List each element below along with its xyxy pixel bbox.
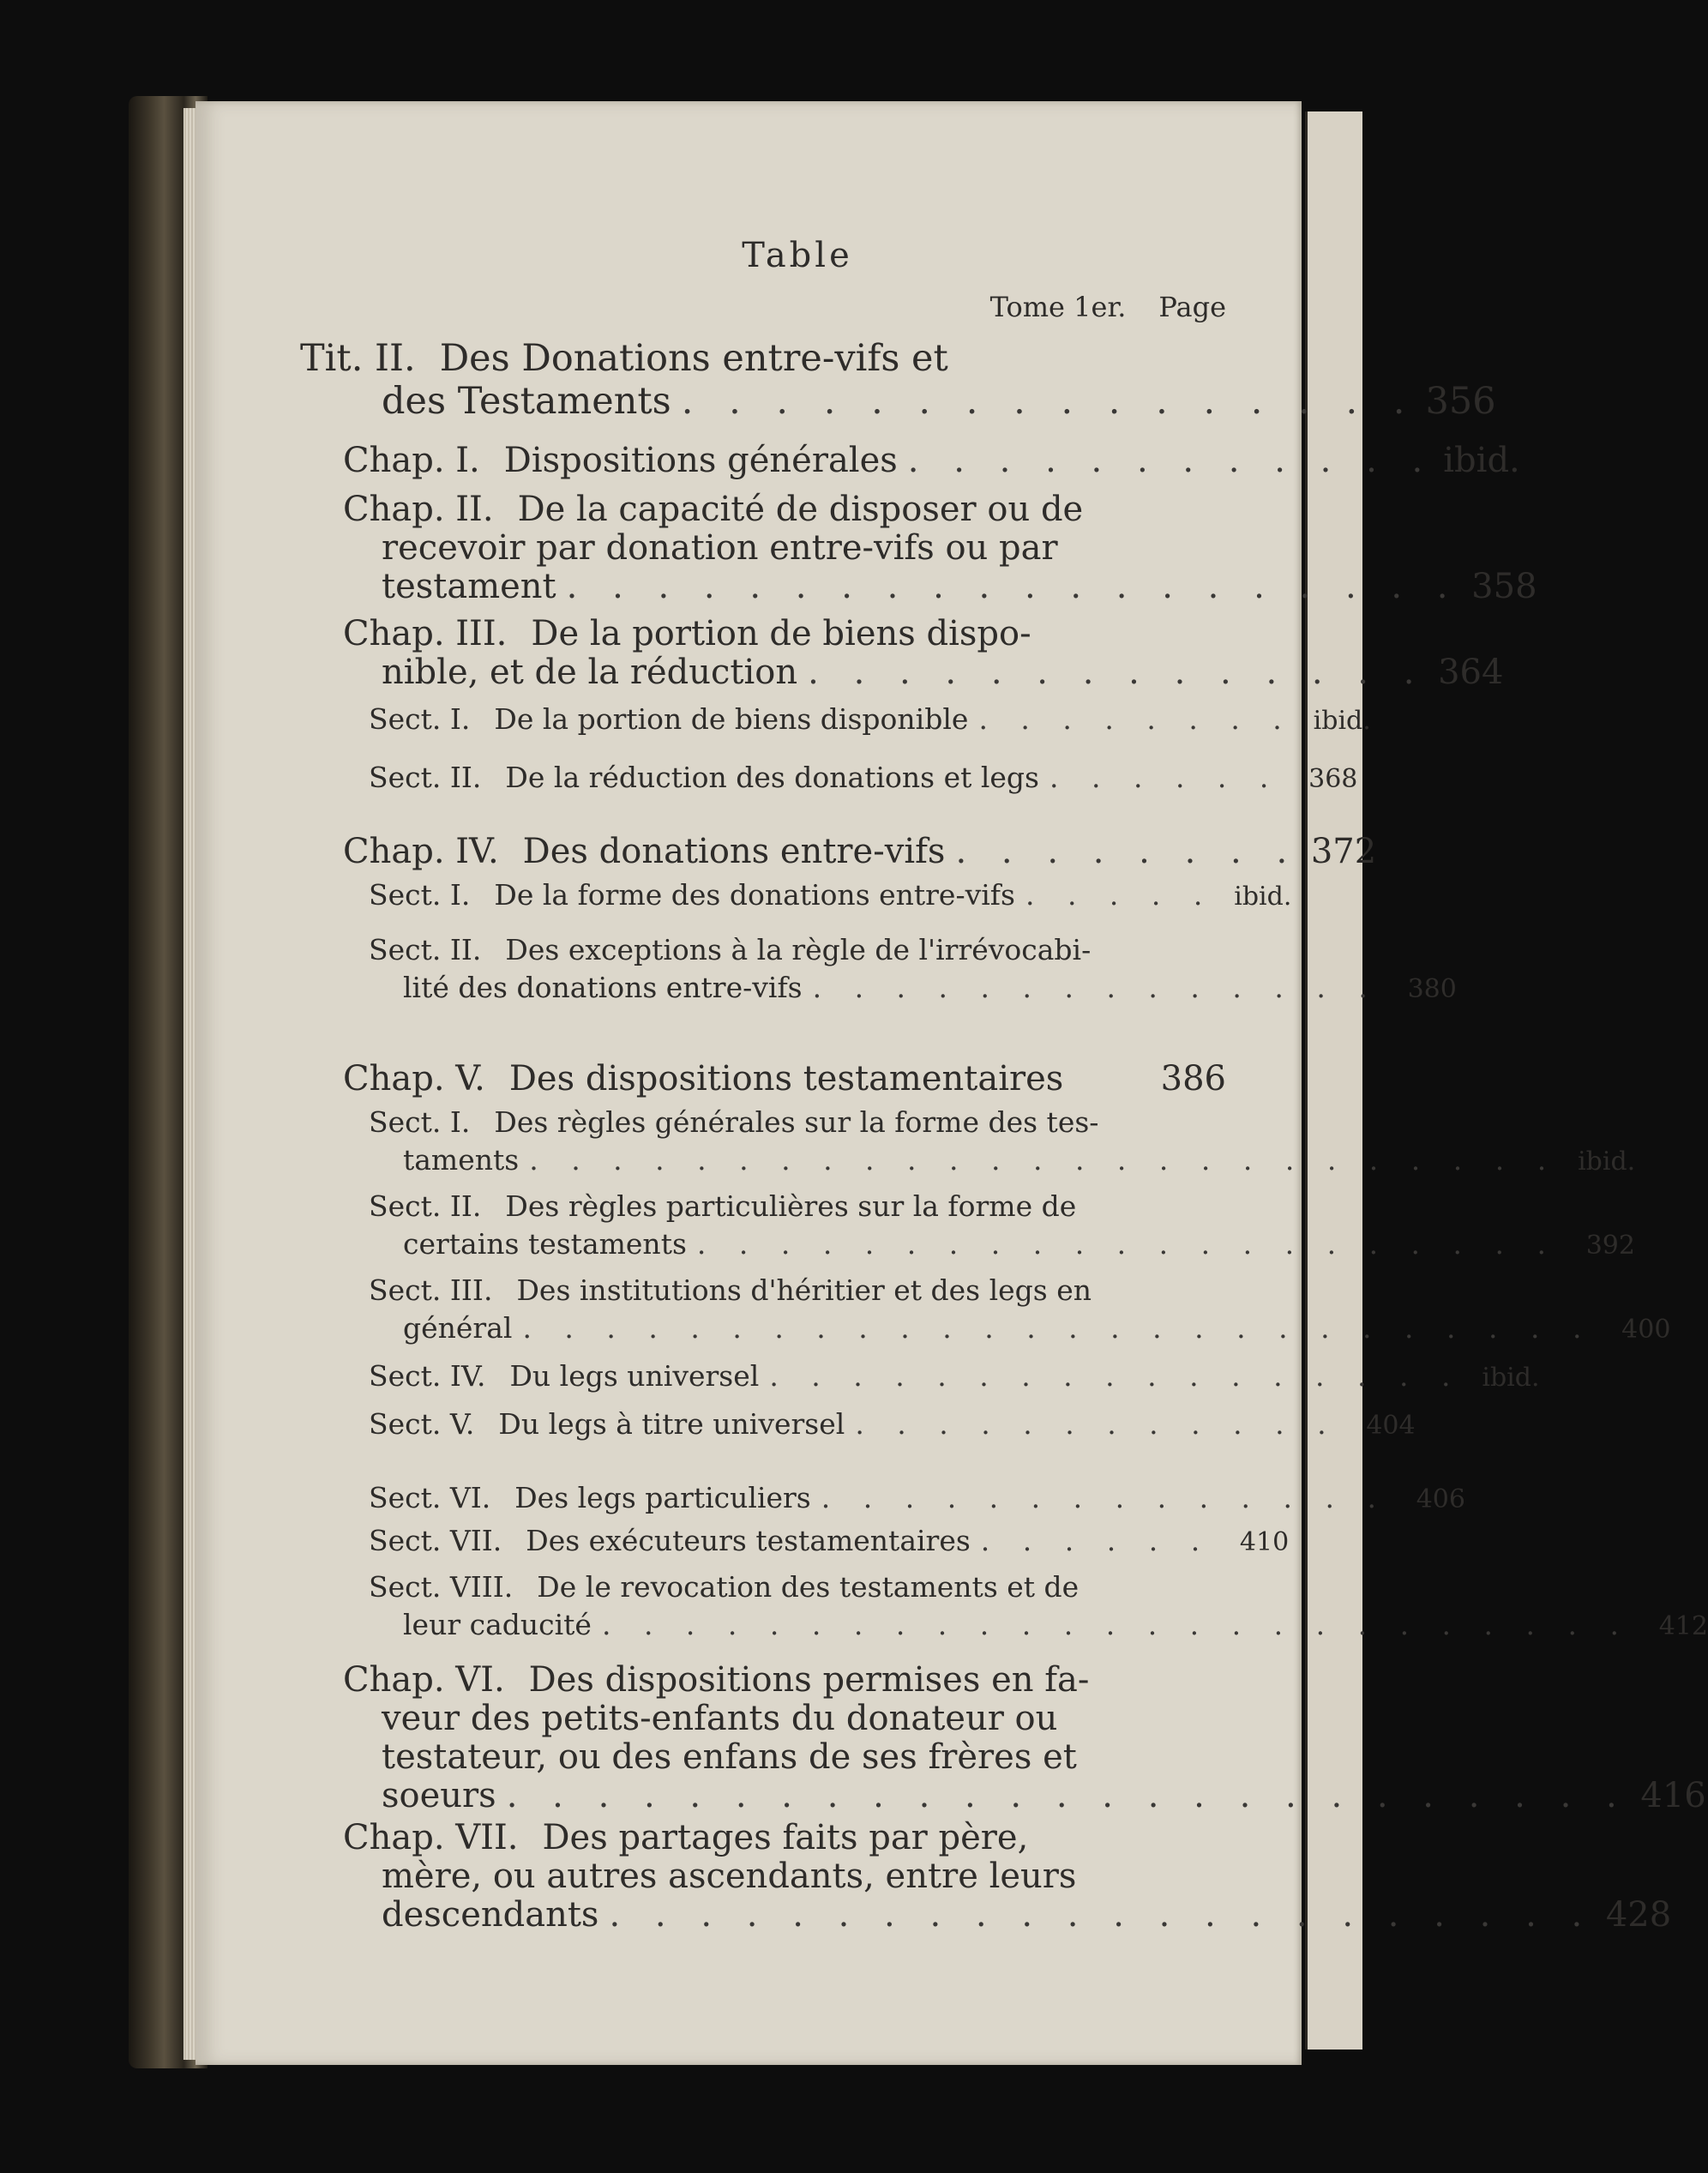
toc-entry-chap-5: [343, 1060, 1226, 1099]
entry-label: Sect. III.: [369, 1273, 493, 1307]
page-title: Table: [742, 236, 853, 275]
entry-text: Des règles particulières sur la forme de: [505, 1189, 1077, 1223]
toc-entry-chap-3: [343, 614, 1504, 692]
entry-text: testament: [382, 567, 556, 606]
page-edges: [183, 108, 195, 2060]
entry-label: Sect. V.: [369, 1407, 475, 1441]
dot-leader: . . . . . . . . . . . . . .: [821, 1481, 1388, 1514]
entry-text: veur des petits-enfants du donateur ou: [382, 1699, 1058, 1738]
entry-text: Du legs universel: [509, 1359, 760, 1393]
entry-text: soeurs: [382, 1776, 496, 1815]
tome-header: Tome 1er.: [989, 291, 1127, 323]
toc-entry-sect: [343, 1188, 1635, 1265]
dot-leader: . . . . . . . .: [978, 702, 1294, 736]
entry-text: général: [403, 1311, 513, 1345]
toc-entry-sect: [343, 1522, 1290, 1562]
entry-text: testateur, ou des enfans de ses frères et: [382, 1737, 1077, 1777]
page-number: 356: [1425, 380, 1496, 423]
entry-text: mère, ou autres ascendants, entre leurs: [382, 1857, 1077, 1896]
page-number: 368: [1308, 764, 1358, 794]
toc-entry-chap-7: [343, 1818, 1672, 1935]
dot-leader: . . . . . . . . . . . . . . . . . . . . .: [696, 1227, 1558, 1261]
table-of-contents: [300, 236, 1708, 1935]
toc-entry-chap-1: [343, 441, 1520, 480]
page-number: 412: [1658, 1611, 1708, 1641]
entry-text: Des exceptions à la règle de l'irrévocabi-: [505, 933, 1092, 966]
toc-entry-chap-6: [343, 1660, 1706, 1815]
entry-label: Chap. VI.: [343, 1660, 505, 1700]
page-number: ibid.: [1482, 1363, 1540, 1393]
dot-leader: . . . . . .: [980, 1524, 1212, 1557]
page-number: 386: [1160, 1059, 1226, 1099]
entry-label: Chap. IV.: [343, 832, 499, 871]
entry-text: descendants: [382, 1895, 599, 1935]
dot-leader: . . . . . . . . . . . . . . . . . . . .: [566, 567, 1460, 606]
toc-entry-sect: [343, 1406, 1416, 1445]
entry-label: Sect. VIII.: [369, 1570, 514, 1604]
toc-entry-sect: [343, 1272, 1671, 1349]
page-number: 416: [1640, 1776, 1706, 1815]
page-number: ibid.: [1313, 706, 1371, 736]
toc-entry-sect: [343, 1479, 1465, 1519]
entry-text: nible, et de la réduction: [382, 653, 798, 692]
entry-label: Sect. IV.: [369, 1359, 486, 1393]
entry-text: Du legs à titre universel: [498, 1407, 845, 1441]
entry-text: Des donations entre-vifs: [522, 832, 946, 871]
page-number: 380: [1407, 974, 1457, 1004]
column-header: [343, 291, 1226, 337]
entry-label: Sect. I.: [369, 878, 471, 912]
entry-text: De la portion de biens disponible: [494, 702, 969, 736]
page-number: 410: [1239, 1527, 1290, 1557]
dot-leader: . . . . . . . . . . . . . . . . .: [769, 1359, 1463, 1393]
entry-text: Des partages faits par père,: [542, 1818, 1029, 1857]
entry-text: Des exécuteurs testamentaires: [526, 1524, 971, 1557]
dot-leader: . . . . . .: [1049, 761, 1281, 794]
page-number: 392: [1585, 1231, 1635, 1261]
page-number: ibid.: [1443, 441, 1520, 480]
toc-entry-sect: [343, 1568, 1708, 1646]
dot-leader: . . . . . . . . . . . .: [907, 441, 1435, 480]
dot-leader: . . . . . . . . . . . . . . . .: [681, 380, 1417, 423]
entry-label: Chap. III.: [343, 614, 508, 653]
page-number: 364: [1438, 653, 1504, 692]
entry-text: recevoir par donation entre-vifs ou par: [382, 528, 1058, 568]
dot-leader: . . . . . . . . . . . . . . . . . . . . . . . . .: [601, 1608, 1631, 1641]
toc-entry-sect: [343, 701, 1371, 740]
entry-text: Des dispositions permises en fa-: [528, 1660, 1090, 1700]
page-number: ibid.: [1234, 882, 1292, 912]
toc-entry-chap-4: [343, 832, 1377, 871]
entry-label: Sect. II.: [369, 1189, 482, 1223]
entry-text: Des legs particuliers: [514, 1481, 811, 1514]
dot-leader: . . . . . . . . . . . . . . . . . . . . . .: [609, 1895, 1595, 1935]
entry-label: Sect. II.: [369, 933, 482, 966]
entry-label: Chap. VII.: [343, 1818, 519, 1857]
toc-entry-sect: [343, 931, 1457, 1008]
entry-text: Des Donations entre-vifs et: [439, 337, 948, 380]
toc-entry-sect: [343, 1104, 1636, 1181]
entry-text: De la réduction des donations et legs: [505, 761, 1039, 794]
page-number: ibid.: [1578, 1147, 1636, 1177]
dot-leader: . . . . . . . . . . . . . .: [812, 971, 1380, 1004]
dot-leader: . . . . . . . .: [955, 832, 1300, 871]
toc-entry-sect: [343, 759, 1358, 798]
dot-leader: . . . . . . . . . . . .: [855, 1407, 1338, 1441]
entry-label: Sect. I.: [369, 702, 471, 736]
entry-label: Tit. II.: [300, 337, 416, 380]
entry-text: De le revocation des testaments et de: [537, 1570, 1080, 1604]
entry-label: Chap. I.: [343, 441, 480, 480]
entry-label: Chap. II.: [343, 490, 494, 529]
toc-entry-sect: [343, 876, 1292, 916]
entry-text: certains testaments: [403, 1227, 687, 1261]
entry-text: De la forme des donations entre-vifs: [494, 878, 1015, 912]
dot-leader: . . . . . . . . . . . . . .: [808, 653, 1427, 692]
dot-leader: . . . . .: [1025, 878, 1215, 912]
toc-entry-sect: [343, 1357, 1540, 1397]
entry-label: Sect. II.: [369, 761, 482, 794]
page-number: 406: [1416, 1484, 1465, 1514]
entry-text: Des règles générales sur la forme des tes-: [494, 1105, 1099, 1139]
dot-leader: . . . . . . . . . . . . . . . . . . . . . . . . .: [529, 1143, 1559, 1177]
entry-text: De la capacité de disposer ou de: [517, 490, 1084, 529]
page-header: Page: [1158, 291, 1226, 323]
dot-leader: . . . . . . . . . . . . . . . . . . . . . . . . .: [506, 1776, 1629, 1815]
page-number: 400: [1621, 1315, 1671, 1345]
entry-text: leur caducité: [403, 1608, 592, 1641]
entry-text: taments: [403, 1143, 520, 1177]
entry-text: Des institutions d'héritier et des legs en: [516, 1273, 1092, 1307]
entry-text: lité des donations entre-vifs: [403, 971, 803, 1004]
toc-entry-chap-2: [343, 490, 1537, 606]
entry-text: De la portion de biens dispo-: [531, 614, 1031, 653]
entry-text: Dispositions générales: [503, 441, 898, 480]
entry-text: Des dispositions testamentaires: [508, 1059, 1064, 1099]
entry-text: des Testaments: [382, 380, 671, 423]
entry-label: Sect. VII.: [369, 1524, 502, 1557]
entry-label: Sect. VI.: [369, 1481, 491, 1514]
entry-label: Chap. V.: [343, 1059, 485, 1099]
entry-label: Sect. I.: [369, 1105, 471, 1139]
toc-entry-title-2: [300, 337, 1496, 423]
page-number: 428: [1605, 1895, 1672, 1935]
dot-leader: . . . . . . . . . . . . . . . . . . . . . . . . . .: [522, 1311, 1594, 1345]
page-number: 358: [1471, 567, 1537, 606]
page-number: 372: [1310, 832, 1377, 871]
page-number: 404: [1366, 1411, 1416, 1441]
